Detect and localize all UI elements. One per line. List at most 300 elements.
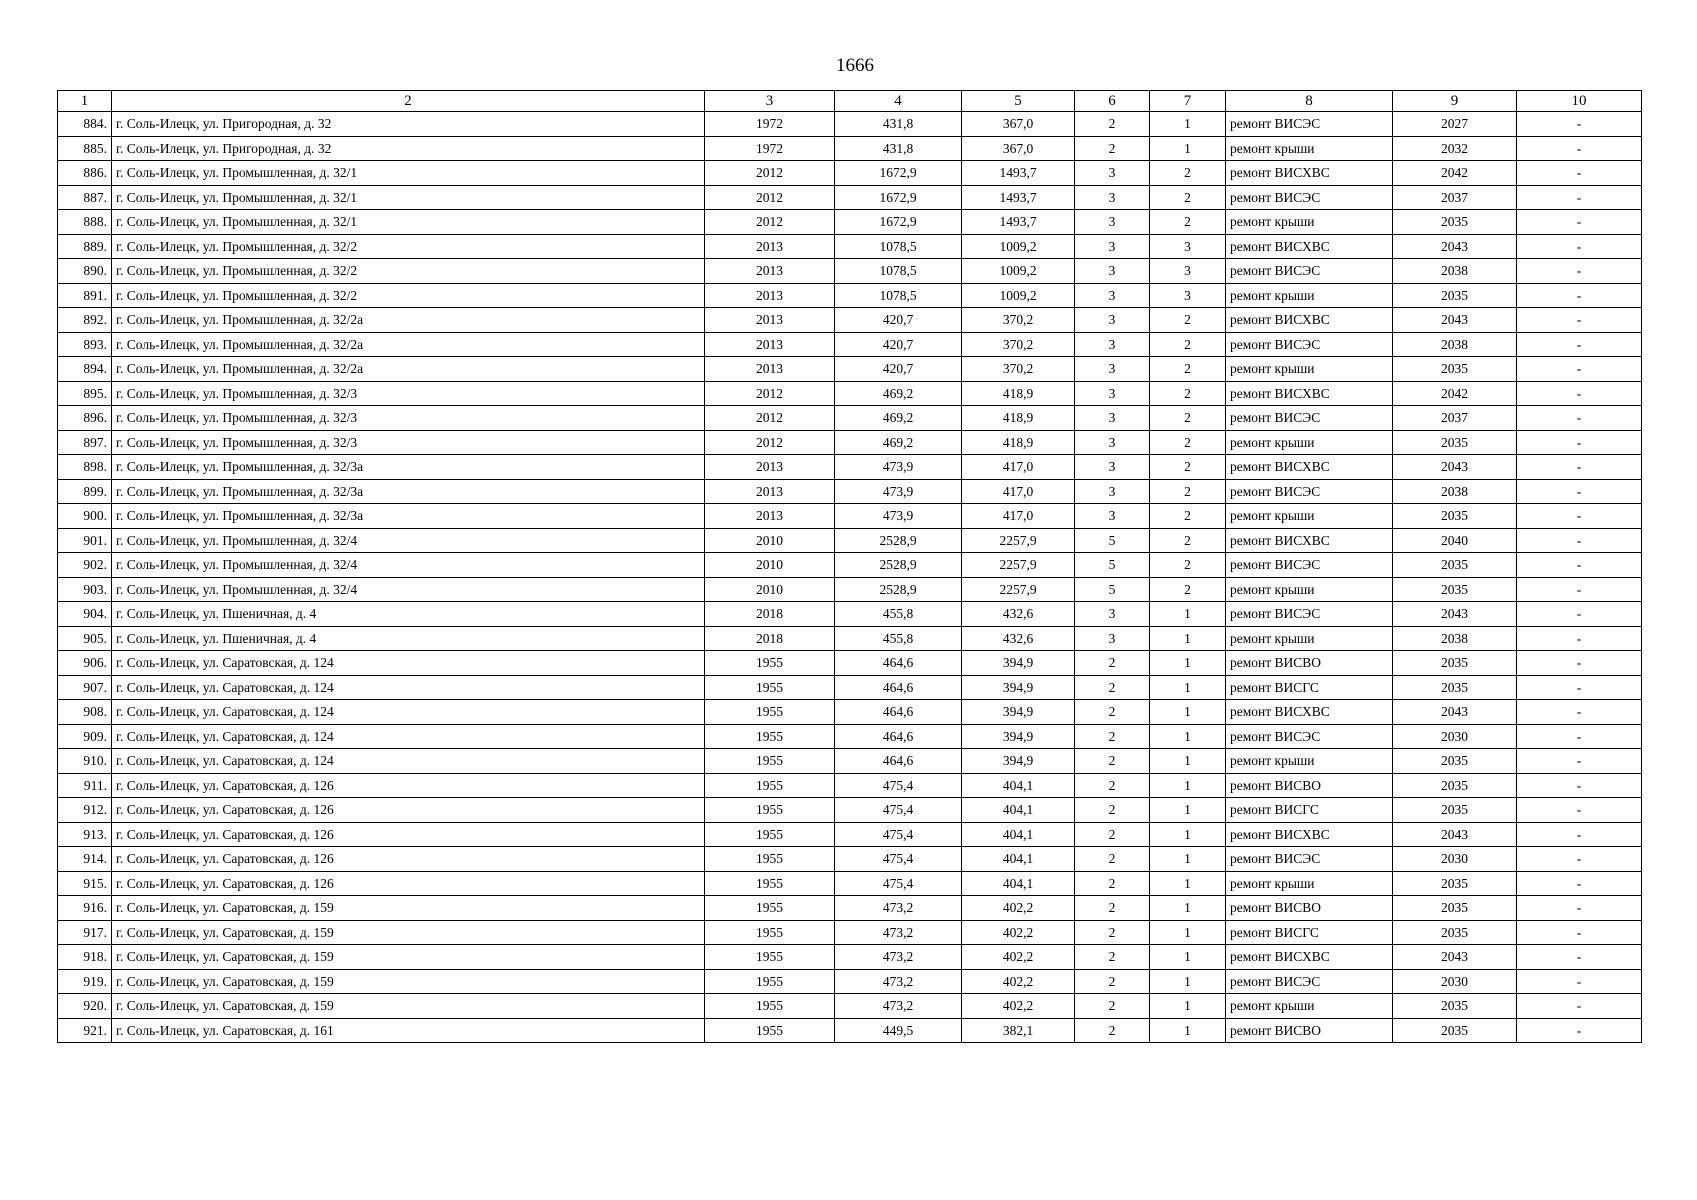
note-cell: - — [1517, 822, 1642, 847]
row-number-cell: 885. — [58, 136, 112, 161]
entrances-cell: 1 — [1150, 969, 1226, 994]
note-cell: - — [1517, 994, 1642, 1019]
work-type-cell: ремонт ВИСХВС — [1226, 945, 1393, 970]
total-area-cell: 469,2 — [835, 430, 962, 455]
entrances-cell: 1 — [1150, 822, 1226, 847]
floors-cell: 2 — [1075, 920, 1150, 945]
address-cell: г. Соль-Илецк, ул. Промышленная, д. 32/3а — [112, 504, 705, 529]
row-number-cell: 911. — [58, 773, 112, 798]
row-number-cell: 889. — [58, 234, 112, 259]
table-row — [58, 112, 1642, 137]
address-cell: г. Соль-Илецк, ул. Промышленная, д. 32/3а — [112, 455, 705, 480]
total-area-cell: 473,2 — [835, 969, 962, 994]
address-cell: г. Соль-Илецк, ул. Промышленная, д. 32/4 — [112, 528, 705, 553]
table-row — [58, 994, 1642, 1019]
note-cell: - — [1517, 430, 1642, 455]
note-cell: - — [1517, 945, 1642, 970]
total-area-cell: 2528,9 — [835, 528, 962, 553]
year-cell: 2012 — [705, 430, 835, 455]
floors-cell: 2 — [1075, 896, 1150, 921]
row-number-cell: 900. — [58, 504, 112, 529]
living-area-cell: 417,0 — [962, 479, 1075, 504]
living-area-cell: 404,1 — [962, 822, 1075, 847]
year-cell: 2010 — [705, 528, 835, 553]
work-type-cell: ремонт ВИСХВС — [1226, 822, 1393, 847]
table-row — [58, 945, 1642, 970]
entrances-cell: 1 — [1150, 920, 1226, 945]
plan-year-cell: 2043 — [1393, 602, 1517, 627]
table-row — [58, 626, 1642, 651]
total-area-cell: 473,9 — [835, 455, 962, 480]
table-row — [58, 871, 1642, 896]
row-number-cell: 915. — [58, 871, 112, 896]
floors-cell: 2 — [1075, 136, 1150, 161]
work-type-cell: ремонт крыши — [1226, 136, 1393, 161]
living-area-cell: 370,2 — [962, 332, 1075, 357]
table-row — [58, 798, 1642, 823]
year-cell: 2013 — [705, 332, 835, 357]
address-cell: г. Соль-Илецк, ул. Саратовская, д. 161 — [112, 1018, 705, 1043]
table-row — [58, 381, 1642, 406]
work-type-cell: ремонт крыши — [1226, 283, 1393, 308]
row-number-cell: 893. — [58, 332, 112, 357]
total-area-cell: 475,4 — [835, 847, 962, 872]
note-cell: - — [1517, 602, 1642, 627]
address-cell: г. Соль-Илецк, ул. Промышленная, д. 32/3 — [112, 381, 705, 406]
table-row — [58, 847, 1642, 872]
total-area-cell: 473,2 — [835, 896, 962, 921]
row-number-cell: 899. — [58, 479, 112, 504]
floors-cell: 3 — [1075, 332, 1150, 357]
plan-year-cell: 2035 — [1393, 504, 1517, 529]
address-cell: г. Соль-Илецк, ул. Саратовская, д. 124 — [112, 675, 705, 700]
living-area-cell: 1493,7 — [962, 161, 1075, 186]
living-area-cell: 2257,9 — [962, 553, 1075, 578]
floors-cell: 2 — [1075, 994, 1150, 1019]
entrances-cell: 1 — [1150, 847, 1226, 872]
plan-year-cell: 2038 — [1393, 259, 1517, 284]
table-row — [58, 602, 1642, 627]
plan-year-cell: 2038 — [1393, 332, 1517, 357]
note-cell: - — [1517, 847, 1642, 872]
total-area-cell: 455,8 — [835, 626, 962, 651]
row-number-cell: 894. — [58, 357, 112, 382]
floors-cell: 5 — [1075, 553, 1150, 578]
year-cell: 1955 — [705, 1018, 835, 1043]
address-cell: г. Соль-Илецк, ул. Промышленная, д. 32/2 — [112, 259, 705, 284]
note-cell: - — [1517, 626, 1642, 651]
row-number-cell: 910. — [58, 749, 112, 774]
address-cell: г. Соль-Илецк, ул. Пшеничная, д. 4 — [112, 626, 705, 651]
entrances-cell: 1 — [1150, 651, 1226, 676]
floors-cell: 2 — [1075, 700, 1150, 725]
entrances-cell: 1 — [1150, 724, 1226, 749]
address-cell: г. Соль-Илецк, ул. Промышленная, д. 32/3а — [112, 479, 705, 504]
registry-table — [57, 90, 1642, 1043]
address-cell: г. Соль-Илецк, ул. Саратовская, д. 126 — [112, 822, 705, 847]
floors-cell: 2 — [1075, 651, 1150, 676]
address-cell: г. Соль-Илецк, ул. Промышленная, д. 32/4 — [112, 577, 705, 602]
note-cell: - — [1517, 553, 1642, 578]
column-header: 4 — [835, 91, 962, 112]
year-cell: 2013 — [705, 283, 835, 308]
plan-year-cell: 2035 — [1393, 357, 1517, 382]
plan-year-cell: 2035 — [1393, 651, 1517, 676]
note-cell: - — [1517, 798, 1642, 823]
entrances-cell: 1 — [1150, 602, 1226, 627]
work-type-cell: ремонт ВИСЭС — [1226, 112, 1393, 137]
work-type-cell: ремонт ВИСХВС — [1226, 234, 1393, 259]
note-cell: - — [1517, 112, 1642, 137]
total-area-cell: 469,2 — [835, 406, 962, 431]
work-type-cell: ремонт ВИСЭС — [1226, 259, 1393, 284]
address-cell: г. Соль-Илецк, ул. Промышленная, д. 32/2а — [112, 308, 705, 333]
plan-year-cell: 2030 — [1393, 969, 1517, 994]
row-number-cell: 920. — [58, 994, 112, 1019]
note-cell: - — [1517, 381, 1642, 406]
year-cell: 2013 — [705, 455, 835, 480]
address-cell: г. Соль-Илецк, ул. Саратовская, д. 124 — [112, 749, 705, 774]
work-type-cell: ремонт крыши — [1226, 504, 1393, 529]
entrances-cell: 3 — [1150, 259, 1226, 284]
total-area-cell: 475,4 — [835, 798, 962, 823]
row-number-cell: 917. — [58, 920, 112, 945]
entrances-cell: 2 — [1150, 504, 1226, 529]
address-cell: г. Соль-Илецк, ул. Саратовская, д. 126 — [112, 871, 705, 896]
floors-cell: 3 — [1075, 381, 1150, 406]
living-area-cell: 394,9 — [962, 749, 1075, 774]
floors-cell: 2 — [1075, 847, 1150, 872]
floors-cell: 2 — [1075, 724, 1150, 749]
page-number: 1666 — [836, 55, 874, 76]
row-number-cell: 903. — [58, 577, 112, 602]
row-number-cell: 919. — [58, 969, 112, 994]
entrances-cell: 1 — [1150, 626, 1226, 651]
plan-year-cell: 2035 — [1393, 283, 1517, 308]
table-row — [58, 553, 1642, 578]
work-type-cell: ремонт ВИСВО — [1226, 1018, 1393, 1043]
entrances-cell: 1 — [1150, 749, 1226, 774]
row-number-cell: 904. — [58, 602, 112, 627]
living-area-cell: 370,2 — [962, 357, 1075, 382]
row-number-cell: 912. — [58, 798, 112, 823]
row-number-cell: 891. — [58, 283, 112, 308]
row-number-cell: 907. — [58, 675, 112, 700]
table-row — [58, 773, 1642, 798]
year-cell: 2013 — [705, 308, 835, 333]
living-area-cell: 2257,9 — [962, 577, 1075, 602]
column-header: 6 — [1075, 91, 1150, 112]
entrances-cell: 2 — [1150, 381, 1226, 406]
plan-year-cell: 2038 — [1393, 479, 1517, 504]
year-cell: 1955 — [705, 945, 835, 970]
plan-year-cell: 2035 — [1393, 675, 1517, 700]
entrances-cell: 2 — [1150, 430, 1226, 455]
plan-year-cell: 2035 — [1393, 577, 1517, 602]
column-header: 9 — [1393, 91, 1517, 112]
living-area-cell: 402,2 — [962, 945, 1075, 970]
address-cell: г. Соль-Илецк, ул. Промышленная, д. 32/2а — [112, 357, 705, 382]
address-cell: г. Соль-Илецк, ул. Саратовская, д. 159 — [112, 994, 705, 1019]
plan-year-cell: 2040 — [1393, 528, 1517, 553]
total-area-cell: 1078,5 — [835, 259, 962, 284]
living-area-cell: 367,0 — [962, 136, 1075, 161]
total-area-cell: 1078,5 — [835, 234, 962, 259]
floors-cell: 3 — [1075, 406, 1150, 431]
year-cell: 1972 — [705, 136, 835, 161]
year-cell: 1955 — [705, 896, 835, 921]
table-row — [58, 724, 1642, 749]
row-number-cell: 918. — [58, 945, 112, 970]
living-area-cell: 418,9 — [962, 406, 1075, 431]
note-cell: - — [1517, 357, 1642, 382]
work-type-cell: ремонт ВИСЭС — [1226, 406, 1393, 431]
work-type-cell: ремонт ВИСЭС — [1226, 185, 1393, 210]
floors-cell: 3 — [1075, 479, 1150, 504]
table-row — [58, 700, 1642, 725]
note-cell: - — [1517, 773, 1642, 798]
year-cell: 2013 — [705, 479, 835, 504]
entrances-cell: 3 — [1150, 234, 1226, 259]
table-row — [58, 896, 1642, 921]
note-cell: - — [1517, 969, 1642, 994]
note-cell: - — [1517, 896, 1642, 921]
table-row — [58, 357, 1642, 382]
work-type-cell: ремонт крыши — [1226, 626, 1393, 651]
note-cell: - — [1517, 675, 1642, 700]
address-cell: г. Соль-Илецк, ул. Пригородная, д. 32 — [112, 112, 705, 137]
total-area-cell: 420,7 — [835, 308, 962, 333]
column-header: 2 — [112, 91, 705, 112]
living-area-cell: 432,6 — [962, 602, 1075, 627]
plan-year-cell: 2043 — [1393, 308, 1517, 333]
row-number-cell: 892. — [58, 308, 112, 333]
floors-cell: 2 — [1075, 1018, 1150, 1043]
row-number-cell: 914. — [58, 847, 112, 872]
living-area-cell: 394,9 — [962, 651, 1075, 676]
floors-cell: 3 — [1075, 602, 1150, 627]
year-cell: 2010 — [705, 553, 835, 578]
entrances-cell: 2 — [1150, 185, 1226, 210]
year-cell: 1955 — [705, 798, 835, 823]
plan-year-cell: 2035 — [1393, 430, 1517, 455]
year-cell: 1955 — [705, 675, 835, 700]
column-header: 8 — [1226, 91, 1393, 112]
address-cell: г. Соль-Илецк, ул. Саратовская, д. 126 — [112, 847, 705, 872]
work-type-cell: ремонт ВИСВО — [1226, 773, 1393, 798]
row-number-cell: 886. — [58, 161, 112, 186]
total-area-cell: 475,4 — [835, 773, 962, 798]
year-cell: 2013 — [705, 234, 835, 259]
note-cell: - — [1517, 528, 1642, 553]
address-cell: г. Соль-Илецк, ул. Промышленная, д. 32/2а — [112, 332, 705, 357]
year-cell: 1955 — [705, 822, 835, 847]
floors-cell: 3 — [1075, 430, 1150, 455]
work-type-cell: ремонт ВИСВО — [1226, 896, 1393, 921]
living-area-cell: 432,6 — [962, 626, 1075, 651]
living-area-cell: 1009,2 — [962, 283, 1075, 308]
table-row — [58, 504, 1642, 529]
floors-cell: 3 — [1075, 308, 1150, 333]
table-row — [58, 528, 1642, 553]
row-number-cell: 888. — [58, 210, 112, 235]
total-area-cell: 464,6 — [835, 749, 962, 774]
floors-cell: 2 — [1075, 871, 1150, 896]
note-cell: - — [1517, 161, 1642, 186]
address-cell: г. Соль-Илецк, ул. Промышленная, д. 32/2 — [112, 283, 705, 308]
total-area-cell: 469,2 — [835, 381, 962, 406]
note-cell: - — [1517, 283, 1642, 308]
total-area-cell: 464,6 — [835, 700, 962, 725]
table-row — [58, 479, 1642, 504]
table-row — [58, 136, 1642, 161]
entrances-cell: 2 — [1150, 308, 1226, 333]
total-area-cell: 420,7 — [835, 357, 962, 382]
year-cell: 1955 — [705, 724, 835, 749]
address-cell: г. Соль-Илецк, ул. Промышленная, д. 32/2 — [112, 234, 705, 259]
entrances-cell: 1 — [1150, 798, 1226, 823]
year-cell: 1972 — [705, 112, 835, 137]
note-cell: - — [1517, 479, 1642, 504]
note-cell: - — [1517, 504, 1642, 529]
plan-year-cell: 2035 — [1393, 749, 1517, 774]
row-number-cell: 921. — [58, 1018, 112, 1043]
total-area-cell: 420,7 — [835, 332, 962, 357]
year-cell: 2012 — [705, 210, 835, 235]
total-area-cell: 449,5 — [835, 1018, 962, 1043]
living-area-cell: 417,0 — [962, 504, 1075, 529]
living-area-cell: 402,2 — [962, 994, 1075, 1019]
entrances-cell: 1 — [1150, 945, 1226, 970]
floors-cell: 3 — [1075, 357, 1150, 382]
total-area-cell: 473,2 — [835, 945, 962, 970]
entrances-cell: 3 — [1150, 283, 1226, 308]
work-type-cell: ремонт крыши — [1226, 871, 1393, 896]
column-header: 1 — [58, 91, 112, 112]
entrances-cell: 1 — [1150, 773, 1226, 798]
address-cell: г. Соль-Илецк, ул. Промышленная, д. 32/3 — [112, 430, 705, 455]
plan-year-cell: 2035 — [1393, 773, 1517, 798]
work-type-cell: ремонт ВИСГС — [1226, 798, 1393, 823]
work-type-cell: ремонт ВИСХВС — [1226, 381, 1393, 406]
entrances-cell: 1 — [1150, 136, 1226, 161]
plan-year-cell: 2035 — [1393, 920, 1517, 945]
note-cell: - — [1517, 749, 1642, 774]
year-cell: 1955 — [705, 773, 835, 798]
year-cell: 2018 — [705, 602, 835, 627]
address-cell: г. Соль-Илецк, ул. Саратовская, д. 159 — [112, 945, 705, 970]
plan-year-cell: 2030 — [1393, 724, 1517, 749]
work-type-cell: ремонт крыши — [1226, 210, 1393, 235]
row-number-cell: 902. — [58, 553, 112, 578]
entrances-cell: 1 — [1150, 1018, 1226, 1043]
plan-year-cell: 2030 — [1393, 847, 1517, 872]
work-type-cell: ремонт крыши — [1226, 994, 1393, 1019]
note-cell: - — [1517, 259, 1642, 284]
column-header: 7 — [1150, 91, 1226, 112]
table-row — [58, 185, 1642, 210]
table-row — [58, 308, 1642, 333]
note-cell: - — [1517, 700, 1642, 725]
total-area-cell: 1672,9 — [835, 161, 962, 186]
address-cell: г. Соль-Илецк, ул. Саратовская, д. 124 — [112, 700, 705, 725]
work-type-cell: ремонт ВИСЭС — [1226, 553, 1393, 578]
table-row — [58, 969, 1642, 994]
total-area-cell: 464,6 — [835, 651, 962, 676]
entrances-cell: 2 — [1150, 479, 1226, 504]
plan-year-cell: 2037 — [1393, 185, 1517, 210]
entrances-cell: 1 — [1150, 112, 1226, 137]
work-type-cell: ремонт ВИСХВС — [1226, 308, 1393, 333]
year-cell: 1955 — [705, 700, 835, 725]
address-cell: г. Соль-Илецк, ул. Промышленная, д. 32/1 — [112, 210, 705, 235]
plan-year-cell: 2032 — [1393, 136, 1517, 161]
living-area-cell: 394,9 — [962, 700, 1075, 725]
work-type-cell: ремонт ВИСГС — [1226, 675, 1393, 700]
floors-cell: 2 — [1075, 822, 1150, 847]
year-cell: 1955 — [705, 920, 835, 945]
year-cell: 2013 — [705, 357, 835, 382]
plan-year-cell: 2038 — [1393, 626, 1517, 651]
entrances-cell: 2 — [1150, 406, 1226, 431]
living-area-cell: 370,2 — [962, 308, 1075, 333]
living-area-cell: 417,0 — [962, 455, 1075, 480]
year-cell: 1955 — [705, 749, 835, 774]
note-cell: - — [1517, 920, 1642, 945]
floors-cell: 3 — [1075, 504, 1150, 529]
floors-cell: 3 — [1075, 234, 1150, 259]
year-cell: 2012 — [705, 185, 835, 210]
row-number-cell: 906. — [58, 651, 112, 676]
table-row — [58, 920, 1642, 945]
floors-cell: 3 — [1075, 210, 1150, 235]
entrances-cell: 2 — [1150, 161, 1226, 186]
address-cell: г. Соль-Илецк, ул. Саратовская, д. 124 — [112, 724, 705, 749]
note-cell: - — [1517, 332, 1642, 357]
plan-year-cell: 2043 — [1393, 455, 1517, 480]
living-area-cell: 418,9 — [962, 381, 1075, 406]
table-row — [58, 234, 1642, 259]
year-cell: 2010 — [705, 577, 835, 602]
note-cell: - — [1517, 406, 1642, 431]
total-area-cell: 431,8 — [835, 136, 962, 161]
work-type-cell: ремонт ВИСХВС — [1226, 161, 1393, 186]
entrances-cell: 2 — [1150, 528, 1226, 553]
row-number-cell: 898. — [58, 455, 112, 480]
plan-year-cell: 2027 — [1393, 112, 1517, 137]
floors-cell: 3 — [1075, 259, 1150, 284]
row-number-cell: 896. — [58, 406, 112, 431]
living-area-cell: 402,2 — [962, 920, 1075, 945]
total-area-cell: 473,2 — [835, 994, 962, 1019]
work-type-cell: ремонт крыши — [1226, 430, 1393, 455]
total-area-cell: 1078,5 — [835, 283, 962, 308]
living-area-cell: 367,0 — [962, 112, 1075, 137]
address-cell: г. Соль-Илецк, ул. Промышленная, д. 32/3 — [112, 406, 705, 431]
work-type-cell: ремонт ВИСВО — [1226, 651, 1393, 676]
note-cell: - — [1517, 724, 1642, 749]
table-row — [58, 332, 1642, 357]
floors-cell: 2 — [1075, 112, 1150, 137]
work-type-cell: ремонт ВИСЭС — [1226, 969, 1393, 994]
plan-year-cell: 2042 — [1393, 161, 1517, 186]
note-cell: - — [1517, 1018, 1642, 1043]
total-area-cell: 475,4 — [835, 871, 962, 896]
living-area-cell: 394,9 — [962, 724, 1075, 749]
row-number-cell: 901. — [58, 528, 112, 553]
floors-cell: 2 — [1075, 969, 1150, 994]
row-number-cell: 884. — [58, 112, 112, 137]
